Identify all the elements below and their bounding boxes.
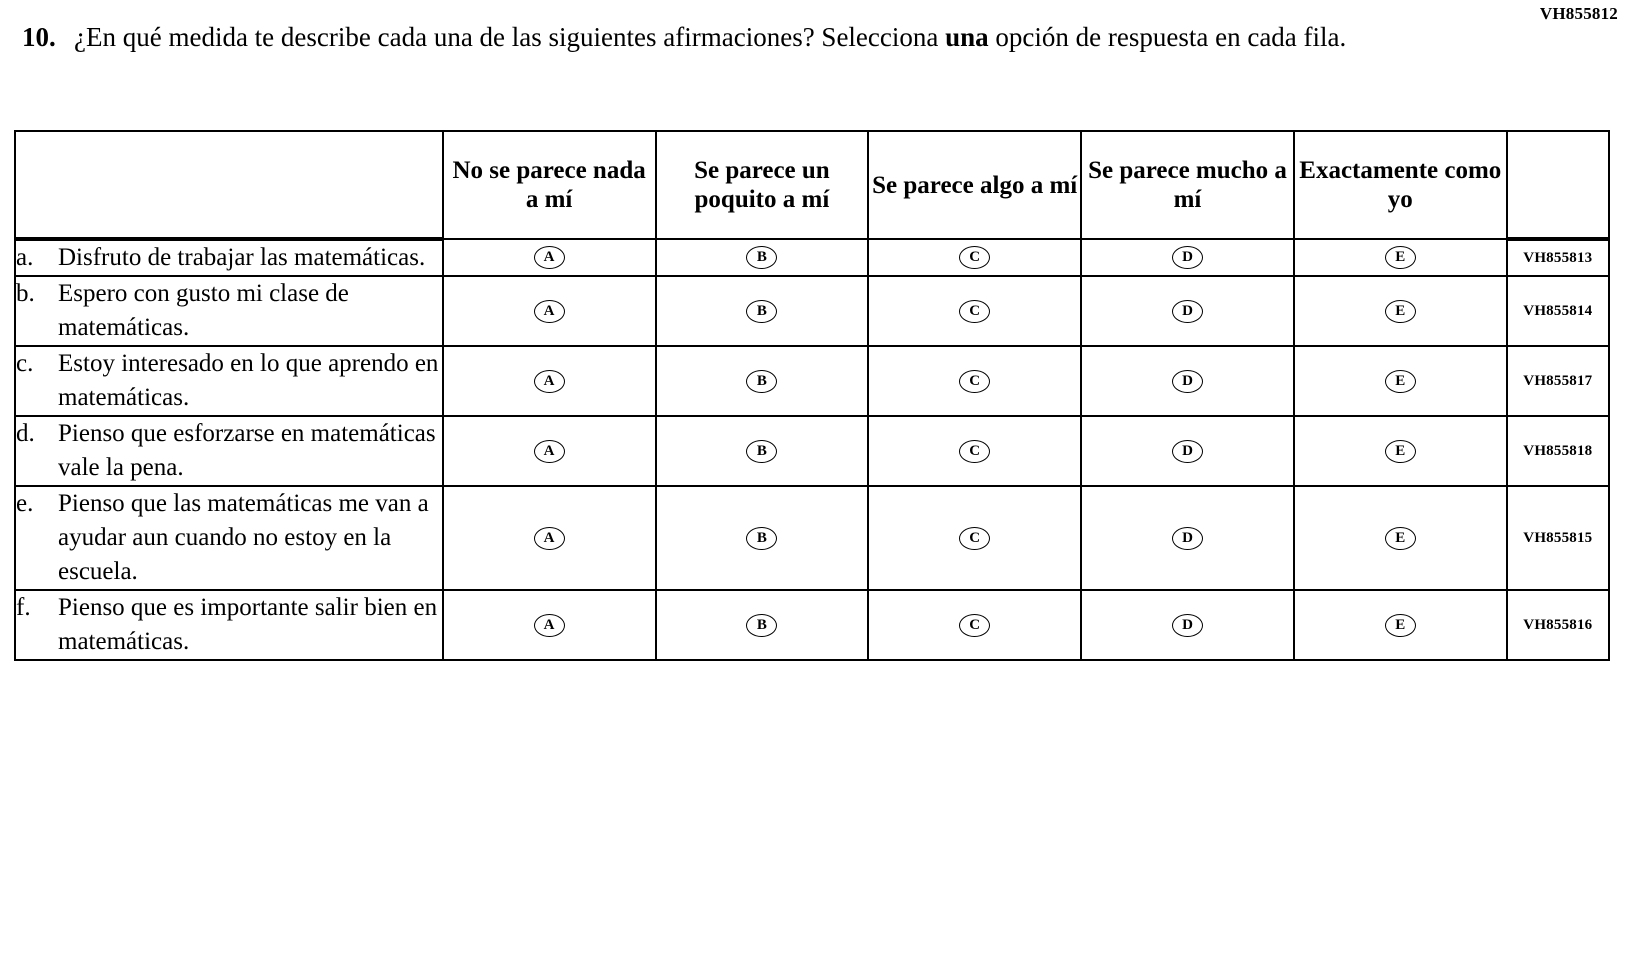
option-cell-e[interactable]: [1294, 486, 1507, 590]
row-letter: e.: [16, 490, 34, 517]
statement-cell: [15, 276, 443, 346]
option-cell-c[interactable]: [868, 276, 1081, 346]
matrix-header-row: [15, 131, 1609, 239]
option-cell-b[interactable]: [656, 590, 869, 660]
question-text-emphasis: una: [945, 22, 989, 52]
option-cell-b[interactable]: [656, 276, 869, 346]
header-option-b: Se parece un poquito a mí: [656, 131, 869, 239]
radio-bubble-b[interactable]: B: [746, 300, 777, 323]
radio-bubble-e[interactable]: E: [1385, 614, 1416, 637]
option-cell-c[interactable]: [868, 239, 1081, 276]
radio-bubble-d[interactable]: D: [1172, 246, 1203, 269]
radio-bubble-e[interactable]: E: [1385, 246, 1416, 269]
question-text: [74, 20, 1346, 54]
radio-bubble-b[interactable]: B: [746, 246, 777, 269]
option-cell-e[interactable]: [1294, 346, 1507, 416]
radio-bubble-a[interactable]: A: [534, 440, 565, 463]
radio-bubble-b[interactable]: B: [746, 614, 777, 637]
header-option-c: Se parece algo a mí: [868, 131, 1081, 239]
radio-bubble-d[interactable]: D: [1172, 300, 1203, 323]
statement-cell: [15, 416, 443, 486]
row-letter: c.: [16, 350, 34, 377]
option-cell-b[interactable]: [656, 239, 869, 276]
row-item-id: VH855818: [1507, 416, 1609, 486]
table-row: [15, 416, 1609, 486]
matrix-table: [14, 130, 1610, 661]
option-cell-a[interactable]: [443, 590, 656, 660]
radio-bubble-a[interactable]: A: [534, 246, 565, 269]
option-cell-d[interactable]: [1081, 276, 1294, 346]
option-cell-c[interactable]: [868, 590, 1081, 660]
table-row: [15, 239, 1609, 276]
option-cell-e[interactable]: [1294, 239, 1507, 276]
statement-cell: [15, 590, 443, 660]
radio-bubble-a[interactable]: A: [534, 370, 565, 393]
radio-bubble-a[interactable]: A: [534, 300, 565, 323]
option-cell-b[interactable]: [656, 486, 869, 590]
header-blank-left: [15, 131, 443, 239]
radio-bubble-d[interactable]: D: [1172, 614, 1203, 637]
radio-bubble-c[interactable]: C: [959, 246, 990, 269]
option-cell-a[interactable]: [443, 346, 656, 416]
option-cell-d[interactable]: [1081, 590, 1294, 660]
radio-bubble-b[interactable]: B: [746, 527, 777, 550]
table-row: [15, 276, 1609, 346]
option-cell-a[interactable]: [443, 276, 656, 346]
radio-bubble-c[interactable]: C: [959, 300, 990, 323]
radio-bubble-c[interactable]: C: [959, 614, 990, 637]
table-row: [15, 590, 1609, 660]
option-cell-d[interactable]: [1081, 346, 1294, 416]
radio-bubble-c[interactable]: C: [959, 370, 990, 393]
statement-cell: [15, 239, 443, 276]
option-cell-e[interactable]: [1294, 590, 1507, 660]
option-cell-e[interactable]: [1294, 416, 1507, 486]
question-text-part2: opción de respuesta en cada fila.: [988, 22, 1347, 52]
row-statement: Disfruto de trabajar las matemáticas.: [58, 244, 426, 271]
matrix-body: [15, 239, 1609, 660]
row-statement: Espero con gusto mi clase de matemáticas.: [58, 280, 349, 341]
radio-bubble-a[interactable]: A: [534, 614, 565, 637]
table-row: [15, 346, 1609, 416]
row-letter: a.: [16, 244, 34, 271]
radio-bubble-e[interactable]: E: [1385, 440, 1416, 463]
statement-cell: [15, 486, 443, 590]
option-cell-d[interactable]: [1081, 239, 1294, 276]
option-cell-c[interactable]: [868, 346, 1081, 416]
row-statement: Pienso que las matemáticas me van a ayudar aun cuando no estoy en la escuela.: [58, 490, 429, 585]
radio-bubble-d[interactable]: D: [1172, 527, 1203, 550]
radio-bubble-d[interactable]: D: [1172, 440, 1203, 463]
row-letter: b.: [16, 280, 35, 307]
option-cell-b[interactable]: [656, 416, 869, 486]
radio-bubble-c[interactable]: C: [959, 440, 990, 463]
row-item-id: VH855815: [1507, 486, 1609, 590]
statement-cell: [15, 346, 443, 416]
option-cell-d[interactable]: [1081, 486, 1294, 590]
question-number: 10.: [22, 22, 56, 52]
question-stem: [22, 20, 1450, 54]
row-letter: f.: [16, 594, 31, 621]
header-blank-right: [1507, 131, 1609, 239]
radio-bubble-a[interactable]: A: [534, 527, 565, 550]
item-id-label: VH855812: [1539, 4, 1618, 23]
option-cell-c[interactable]: [868, 416, 1081, 486]
radio-bubble-c[interactable]: C: [959, 527, 990, 550]
option-cell-a[interactable]: [443, 239, 656, 276]
row-statement: Estoy interesado en lo que aprendo en matemáticas.: [58, 350, 439, 411]
option-cell-c[interactable]: [868, 486, 1081, 590]
row-item-id: VH855813: [1507, 239, 1609, 276]
option-cell-a[interactable]: [443, 486, 656, 590]
radio-bubble-e[interactable]: E: [1385, 370, 1416, 393]
radio-bubble-e[interactable]: E: [1385, 300, 1416, 323]
question-text-part1: ¿En qué medida te describe cada una de las siguientes afirmaciones? Selecciona: [74, 22, 946, 52]
radio-bubble-d[interactable]: D: [1172, 370, 1203, 393]
option-cell-b[interactable]: [656, 346, 869, 416]
option-cell-a[interactable]: [443, 416, 656, 486]
radio-bubble-b[interactable]: B: [746, 440, 777, 463]
row-statement: Pienso que es importante salir bien en matemáticas.: [58, 594, 438, 655]
header-option-d: Se parece mucho a mí: [1081, 131, 1294, 239]
table-row: [15, 486, 1609, 590]
row-statement: Pienso que esforzarse en matemáticas vale la pena.: [58, 420, 436, 481]
option-cell-d[interactable]: [1081, 416, 1294, 486]
radio-bubble-e[interactable]: E: [1385, 527, 1416, 550]
row-item-id: VH855816: [1507, 590, 1609, 660]
row-item-id: VH855817: [1507, 346, 1609, 416]
radio-bubble-b[interactable]: B: [746, 370, 777, 393]
row-item-id: VH855814: [1507, 276, 1609, 346]
header-option-a: No se parece nada a mí: [443, 131, 656, 239]
row-letter: d.: [16, 420, 35, 447]
option-cell-e[interactable]: [1294, 276, 1507, 346]
response-matrix: [14, 130, 1610, 661]
header-option-e: Exactamente como yo: [1294, 131, 1507, 239]
